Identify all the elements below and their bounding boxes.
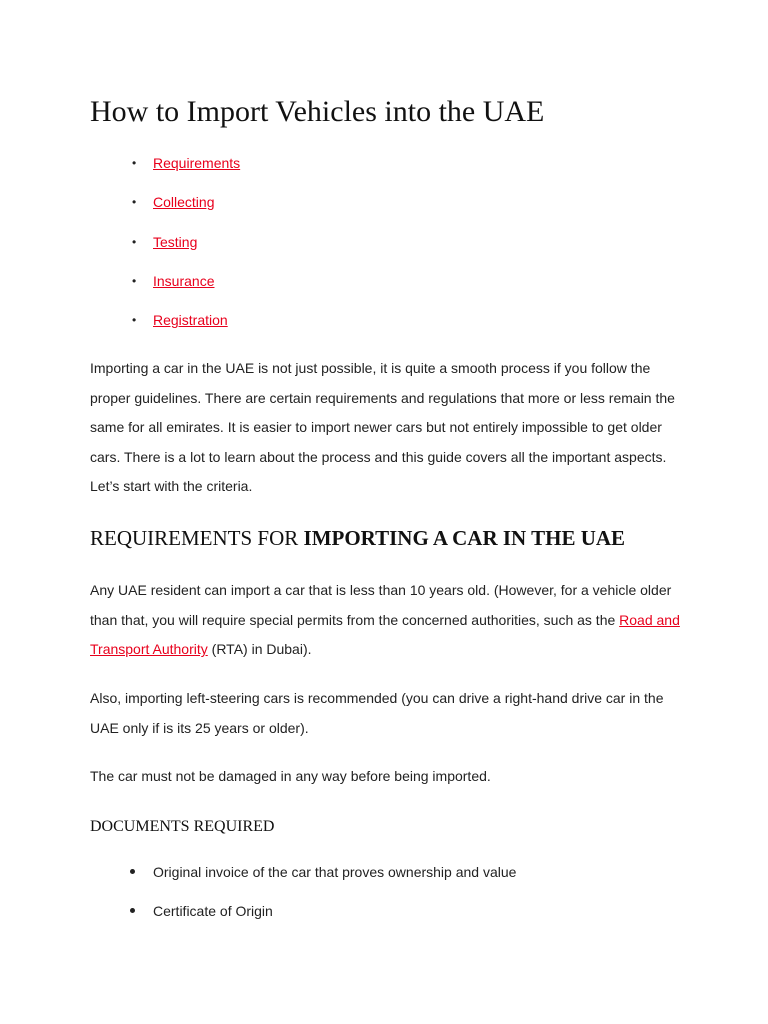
toc-link-testing[interactable]: Testing (153, 233, 198, 250)
intro-paragraph: Importing a car in the UAE is not just possible, it is quite a smooth process if you follow the proper guidelines. There are certain requirements and regulations that more or less remain the same for all emirates. It is easier to import newer cars but not entirely impossible to get older cars. There is a lot to learn about the process and this guide covers all the important aspects. Let’s start with the criteria. (90, 360, 675, 495)
steering-paragraph: Also, importing left-steering cars is recommended (you can drive a right-hand drive car in the UAE only if is its 25 years or older). (90, 690, 664, 736)
requirements-heading-plain: REQUIREMENTS FOR (90, 526, 304, 550)
resident-text-after: (RTA) in Dubai). (207, 641, 312, 658)
bullet-icon (130, 869, 135, 874)
document-item-text: Original invoice of the car that proves ownership and value (153, 864, 517, 880)
bullet-icon (130, 908, 135, 913)
toc-link-requirements[interactable]: Requirements (153, 155, 241, 171)
bullet-icon: • (132, 234, 137, 249)
bullet-icon: • (132, 273, 137, 288)
bullet-icon: • (132, 313, 137, 328)
toc-link-insurance[interactable]: Insurance (153, 272, 215, 289)
rta-link[interactable]: Road and Transport Authority (90, 611, 680, 658)
bullet-icon: • (132, 156, 137, 170)
document-item-text: Certificate of Origin (153, 903, 273, 920)
requirements-heading (90, 522, 625, 554)
resident-text-before: Any UAE resident can import a car that is less than 10 years old. (However, for a vehicle older than that, you will require special permits from the concerned authorities, such as the (90, 582, 672, 628)
bullet-icon: • (132, 195, 137, 210)
toc-link-registration[interactable]: Registration (153, 312, 228, 329)
damage-paragraph: The car must not be damaged in any way before being imported. (90, 768, 491, 784)
page-title: How to Import Vehicles into the UAE (90, 95, 545, 128)
requirements-heading-bold: IMPORTING A CAR IN THE UAE (303, 526, 626, 550)
resident-paragraph (90, 576, 686, 665)
toc-link-collecting[interactable]: Collecting (153, 194, 215, 211)
documents-heading: DOCUMENTS REQUIRED (90, 818, 275, 835)
